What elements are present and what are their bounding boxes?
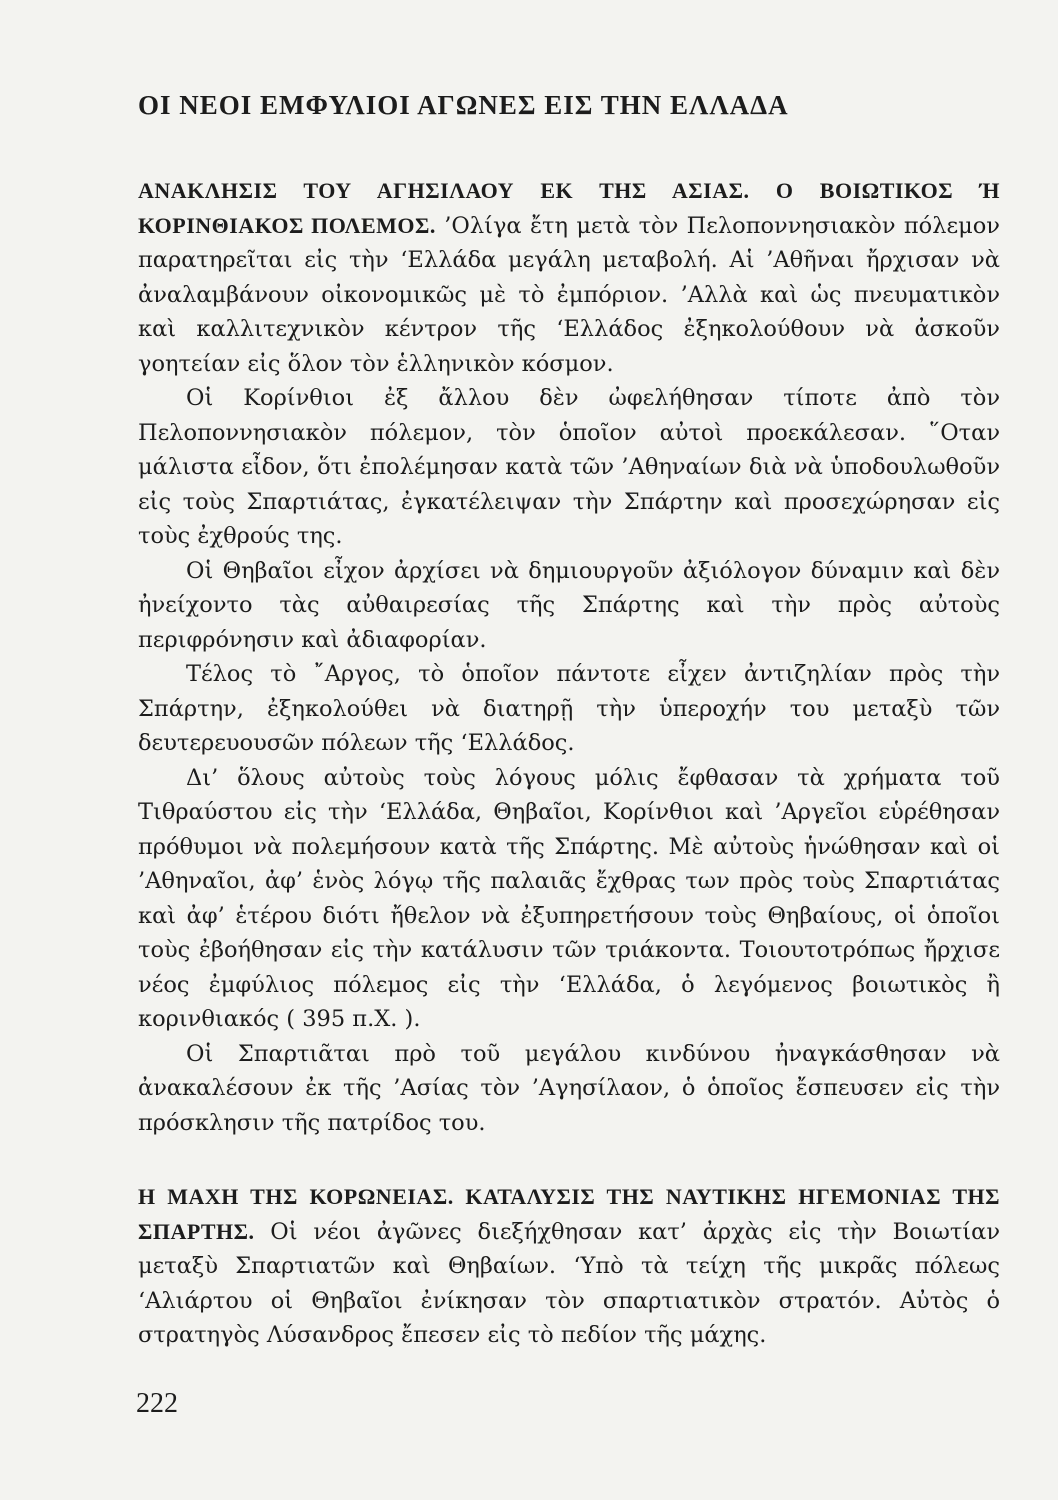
paragraph-argos: Τέλος τὸ ῎Αργος, τὸ ὁποῖον πάντοτε εἶχεν ἀντιζηλίαν πρὸς τὴν Σπάρτην, ἐξηκολούθει νὰ διατηρῇ τὴν ὑπεροχήν του μεταξὺ τῶν δευτερευουσῶν πόλεων τῆς ‘Ελλάδος. bbox=[138, 661, 1000, 756]
section-1-intro-text: ’Ολίγα ἔτη μετὰ τὸν Πελοποννησιακὸν πόλεμον παρατηρεῖται εἰς τὴν ‘Ελλάδα μεγάλη μεταβολή. Αἱ ’Αθῆναι ἤρχισαν νὰ ἀναλαμβάνουν οἰκονομικῶς μὲ τὸ ἐμπόριον. ’Αλλὰ καὶ ὡς πνευματικὸν καὶ καλλιτεχνικὸν κέντρον τῆς ‘Ελλάδος ἐξηκολούθουν νὰ ἀσκοῦν γοητείαν εἰς ὅλον τὸν ἑλληνικὸν κόσμον. bbox=[138, 212, 1000, 377]
page-content bbox=[138, 88, 1000, 1353]
section-2-intro-text: Οἱ νέοι ἀγῶνες διεξήχθησαν κατ’ ἀρχὰς εἰς τὴν Βοιωτίαν μεταξὺ Σπαρτιατῶν καὶ Θηβαίων. ‘Υπὸ τὰ τείχη τῆς μικρᾶς πόλεως ‘Αλιάρτου οἱ Θηβαῖοι ἐνίκησαν τὸν σπαρτιατικὸν στρατόν. Αὐτὸς ὁ στρατηγὸς Λύσανδρος ἔπεσεν εἰς τὸ πεδίον τῆς μάχης. bbox=[138, 1218, 1000, 1348]
section-1-intro-paragraph bbox=[138, 174, 1000, 381]
section-2-heading: Η ΜΑΧΗ ΤΗΣ ΚΟΡΩΝΕΙΑΣ. ΚΑΤΑΛΥΣΙΣ ΤΗΣ ΝΑΥΤΙΚΗΣ ΗΓΕΜΟΝΙΑΣ ΤΗΣ ΣΠΑΡΤΗΣ. bbox=[138, 1184, 1000, 1244]
page-number: 222 bbox=[136, 1388, 178, 1419]
paragraph-corinthians: Οἱ Κορίνθιοι ἐξ ἄλλου δὲν ὠφελήθησαν τίποτε ἀπὸ τὸν Πελοποννησιακὸν πόλεμον, τὸν ὁποῖον αὐτοὶ προεκάλεσαν. ῞Οταν μάλιστα εἶδον, ὅτι ἐπολέμησαν κατὰ τῶν ’Αθηναίων διὰ νὰ ὑποδουλωθοῦν εἰς τοὺς Σπαρτιάτας, ἐγκατέλειψαν τὴν Σπάρτην καὶ προσεχώρησαν εἰς τοὺς ἐχθρούς της. bbox=[138, 385, 1000, 549]
paragraph-agesilaus-recall: Οἱ Σπαρτιᾶται πρὸ τοῦ μεγάλου κινδύνου ἠναγκάσθησαν νὰ ἀνακαλέσουν ἐκ τῆς ’Ασίας τὸν ’Αγησίλαον, ὁ ὁποῖος ἔσπευσεν εἰς τὴν πρόσκλησιν τῆς πατρίδος του. bbox=[138, 1040, 1000, 1136]
paragraph-thebans: Οἱ Θηβαῖοι εἶχον ἀρχίσει νὰ δημιουργοῦν ἀξιόλογον δύναμιν καὶ δὲν ἠνείχοντο τὰς αὐθαιρεσίας τῆς Σπάρτης καὶ τὴν πρὸς αὐτοὺς περιφρόνησιν καὶ ἀδιαφορίαν. bbox=[138, 557, 1000, 653]
paragraph-war-begins: Δι’ ὅλους αὐτοὺς τοὺς λόγους μόλις ἔφθασαν τὰ χρήματα τοῦ Τιθραύστου εἰς τὴν ‘Ελλάδα, Θηβαῖοι, Κορίνθιοι καὶ ’Αργεῖοι εὑρέθησαν πρόθυμοι νὰ πολεμήσουν κατὰ τῆς Σπάρτης. Μὲ αὐτοὺς ἡνώθησαν καὶ οἱ ’Αθηναῖοι, ἀφ’ ἑνὸς λόγῳ τῆς παλαιᾶς ἔχθρας των πρὸς τοὺς Σπαρτιάτας καὶ ἀφ’ ἑτέρου διότι ἤθελον νὰ ἐξυπηρετήσουν τοὺς Θηβαίους, οἱ ὁποῖοι τοὺς ἐβοήθησαν εἰς τὴν κατάλυσιν τῶν τριάκοντα. Τοιουτοτρόπως ἤρχισε νέος ἐμφύλιος πόλεμος εἰς τὴν ‘Ελλάδα, ὁ λεγόμενος βοιωτικὸς ἢ κορινθιακός ( 395 π.Χ. ). bbox=[138, 764, 1000, 1032]
section-1-heading: ΑΝΑΚΛΗΣΙΣ ΤΟΥ ΑΓΗΣΙΛΑΟΥ ΕΚ ΤΗΣ ΑΣΙΑΣ. Ο ΒΟΙΩΤΙΚΟΣ Ή ΚΟΡΙΝΘΙΑΚΟΣ ΠΟΛΕΜΟΣ. bbox=[138, 178, 1000, 238]
section-2-intro-paragraph bbox=[138, 1180, 1000, 1353]
chapter-title: ΟΙ ΝΕΟΙ ΕΜΦΥΛΙΟΙ ΑΓΩΝΕΣ ΕΙΣ ΤΗΝ ΕΛΛΑΔΑ bbox=[138, 90, 789, 120]
